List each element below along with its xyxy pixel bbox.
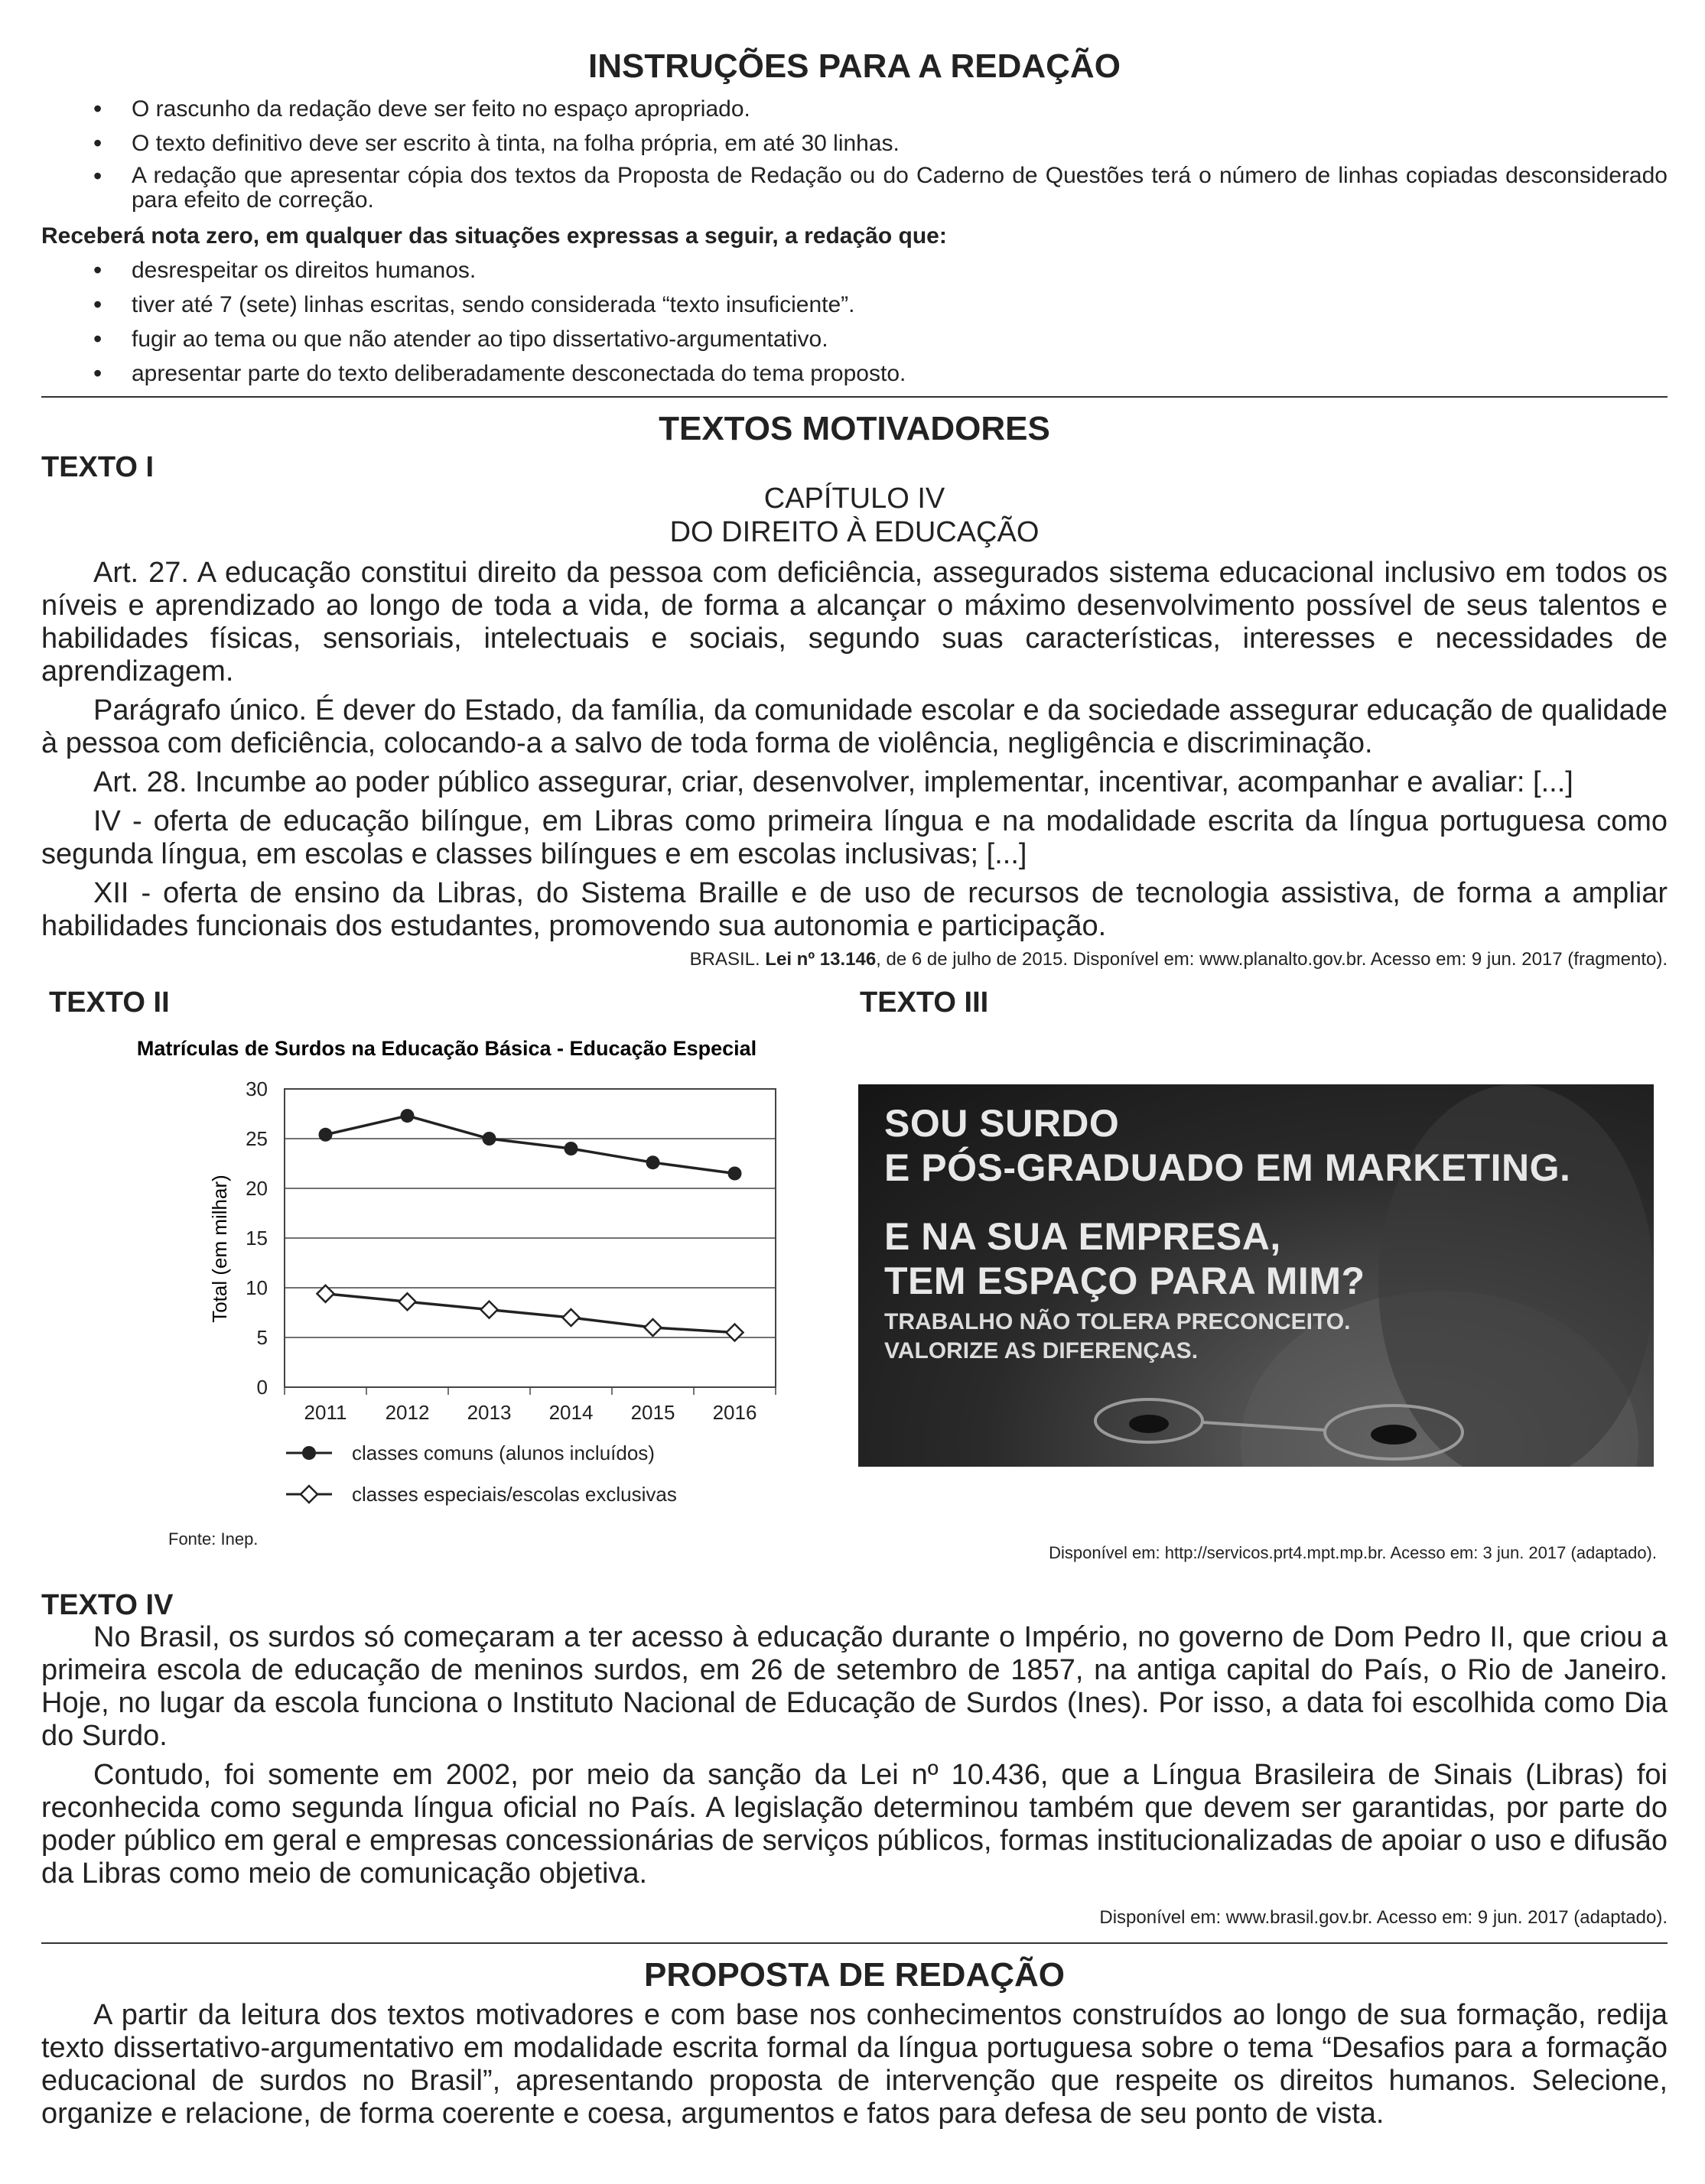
instruction-item: • A redação que apresentar cópia dos textos da Proposta de Redação ou do Caderno de Questões terá o número de linhas copiadas desconsiderado para efeito de correção. [41, 164, 1668, 213]
instructions-list [41, 95, 1668, 219]
instruction-item: • O rascunho da redação deve ser feito no espaço apropriado. [41, 95, 1668, 123]
poster-question-2: TEM ESPAÇO PARA MIM? [884, 1259, 1365, 1302]
texto4-paragraph: Contudo, foi somente em 2002, por meio da sanção da Lei nº 10.436, que a Língua Brasileira de Sinais (Libras) foi reconhecida como segunda língua oficial no País. A legislação determinou também que devem ser garantidas, por parte do poder público em geral e empresas concessionárias de serviços públicos, formas institucionalizadas de apoiar o uso e difusão da Libras como meio de comunicação objetiva. [41, 1759, 1668, 1890]
chart-grid [285, 1089, 776, 1387]
texto1-paragraph: Art. 28. Incumbe ao poder público assegurar, criar, desenvolver, implementar, incentivar, acompanhar e avaliar: [...] [93, 766, 1573, 798]
data-point [727, 1324, 743, 1341]
data-point [563, 1309, 580, 1326]
legend-label: classes comuns (alunos incluídos) [352, 1441, 655, 1464]
legend-label: classes especiais/escolas exclusivas [352, 1483, 677, 1506]
texto1-paragraph: IV - oferta de educação bilíngue, em Libras como primeira língua e na modalidade escrita da língua portuguesa como segunda língua, em escolas e classes bilíngues e em escolas inclusivas; [...] [41, 805, 1668, 870]
y-tick-label: 25 [246, 1127, 268, 1150]
texto1-source-post: , de 6 de julho de 2015. Disponível em: www.planalto.gov.br. Acesso em: 9 jun. 2017 (fragmento). [876, 949, 1668, 970]
series-line [326, 1116, 735, 1173]
motivadores-title: TEXTOS MOTIVADORES [659, 410, 1050, 447]
texto3-label: TEXTO III [860, 986, 989, 1019]
texto1-body [41, 557, 1668, 949]
texto1-chapter-title: DO DIREITO À EDUCAÇÃO [669, 516, 1040, 548]
chart-y-axis-label: Total (em milhar) [208, 1175, 231, 1323]
poster-headline-1: SOU SURDO [884, 1102, 1120, 1145]
zero-item: • fugir ao tema ou que não atender ao tipo dissertativo-argumentativo. [41, 325, 1668, 353]
instruction-item: • O texto definitivo deve ser escrito à tinta, na folha própria, em até 30 linhas. [41, 129, 1668, 158]
chart-legend [286, 1441, 677, 1506]
data-point [399, 1293, 416, 1310]
poster-tagline-1: TRABALHO NÃO TOLERA PRECONCEITO. [884, 1309, 1351, 1334]
x-tick-label: 2015 [630, 1401, 675, 1424]
data-point [565, 1142, 578, 1155]
poster-question-1: E NA SUA EMPRESA, [884, 1215, 1281, 1258]
chart-series [317, 1109, 743, 1341]
texto1-source-pre: BRASIL. [689, 949, 766, 970]
x-tick-label: 2011 [304, 1401, 347, 1424]
texto1-label: TEXTO I [41, 451, 155, 483]
chart-title: Matrículas de Surdos na Educação Básica - Educação Especial [136, 1037, 757, 1060]
y-tick-label: 15 [246, 1227, 268, 1250]
data-point [401, 1109, 415, 1123]
texto4-source: Disponível em: www.brasil.gov.br. Acesso em: 9 jun. 2017 (adaptado). [1099, 1907, 1668, 1928]
x-tick-label: 2013 [467, 1401, 512, 1424]
texto2-label: TEXTO II [49, 986, 170, 1019]
exam-page [41, 0, 1668, 2184]
texto2-source: Fonte: Inep. [168, 1529, 259, 1549]
texto3-source: Disponível em: http://servicos.prt4.mpt.mp.br. Acesso em: 3 jun. 2017 (adaptado). [1049, 1543, 1657, 1562]
campaign-poster [858, 1084, 1654, 1467]
divider [41, 1942, 1668, 1944]
texto1-chapter: CAPÍTULO IV [763, 483, 945, 515]
texto1-paragraph: Art. 27. A educação constitui direito da pessoa com deficiência, assegurados sistema educacional inclusivo em todos os níveis e aprendizado ao longo de toda a vida, de forma a alcançar o máximo desenvolvimento possível de seus talentos e habilidades físicas, sensoriais, intelectuais e sociais, segundo suas características, interesses e necessidades de aprendizagem. [41, 557, 1668, 687]
texto1-source-law: Lei nº 13.146 [765, 949, 877, 970]
proposta-title: PROPOSTA DE REDAÇÃO [643, 1956, 1066, 1994]
x-tick-label: 2014 [548, 1401, 594, 1424]
y-tick-label: 30 [246, 1077, 268, 1100]
texto4-label: TEXTO IV [41, 1589, 174, 1621]
enrollment-chart [102, 1025, 867, 1514]
texto1-paragraph: XII - oferta de ensino da Libras, do Sistema Braille e de uso de recursos de tecnologia assistiva, de forma a ampliar habilidades funcionais dos estudantes, promovendo sua autonomia e participação. [41, 877, 1668, 942]
texto1-paragraph: Parágrafo único. É dever do Estado, da família, da comunidade escolar e da sociedade assegurar educação de qualidade à pessoa com deficiência, colocando-a a salvo de toda forma de violência, negligência e discriminação. [41, 694, 1668, 759]
texto1-source [690, 948, 1668, 971]
poster-tagline-2: VALORIZE AS DIFERENÇAS. [884, 1338, 1199, 1363]
texto4-paragraph: No Brasil, os surdos só começaram a ter acesso à educação durante o Império, no governo de Dom Pedro II, que criou a primeira escola de educação de meninos surdos, em 26 de setembro de 1857, na antiga capital do País, o Rio de Janeiro. Hoje, no lugar da escola funciona o Instituto Nacional de Educação de Surdos (Ines). Por isso, a data foi escolhida como Dia do Surdo. [41, 1621, 1668, 1752]
y-tick-label: 10 [246, 1276, 268, 1299]
texto4-body [41, 1621, 1668, 1896]
poster-headline-2: E PÓS-GRADUADO EM MARKETING. [884, 1146, 1571, 1189]
instructions-title: INSTRUÇÕES PARA A REDAÇÃO [588, 47, 1121, 85]
data-point [645, 1319, 662, 1336]
legend-marker [302, 1446, 316, 1460]
zero-item: • apresentar parte do texto deliberadamente desconectada do tema proposto. [41, 359, 1668, 388]
y-tick-label: 5 [256, 1326, 268, 1349]
data-point [481, 1302, 498, 1318]
zero-item: • tiver até 7 (sete) linhas escritas, sendo considerada “texto insuficiente”. [41, 291, 1668, 319]
zero-list [41, 256, 1668, 394]
data-point [646, 1155, 660, 1169]
y-tick-label: 0 [256, 1376, 268, 1399]
zero-note: Receberá nota zero, em qualquer das situações expressas a seguir, a redação que: [41, 223, 947, 249]
data-point [728, 1167, 742, 1181]
divider [41, 396, 1668, 398]
data-point [319, 1128, 333, 1142]
series-line [326, 1294, 735, 1333]
y-tick-label: 20 [246, 1177, 268, 1200]
x-tick-label: 2016 [712, 1401, 757, 1424]
zero-item: • desrespeitar os direitos humanos. [41, 256, 1668, 284]
legend-marker [301, 1486, 317, 1503]
data-point [483, 1132, 496, 1146]
x-tick-label: 2012 [385, 1401, 430, 1424]
proposta-text: A partir da leitura dos textos motivadores e com base nos conhecimentos construídos ao longo de sua formação, redija texto dissertativo-argumentativo em modalidade escrita formal da língua portuguesa sobre o tema “Desafios para a formação educacional de surdos no Brasil”, apresentando proposta de intervenção que respeite os direitos humanos. Selecione, organize e relacione, de forma coerente e coesa, argumentos e fatos para defesa de seu ponto de vista. [41, 1999, 1668, 2130]
